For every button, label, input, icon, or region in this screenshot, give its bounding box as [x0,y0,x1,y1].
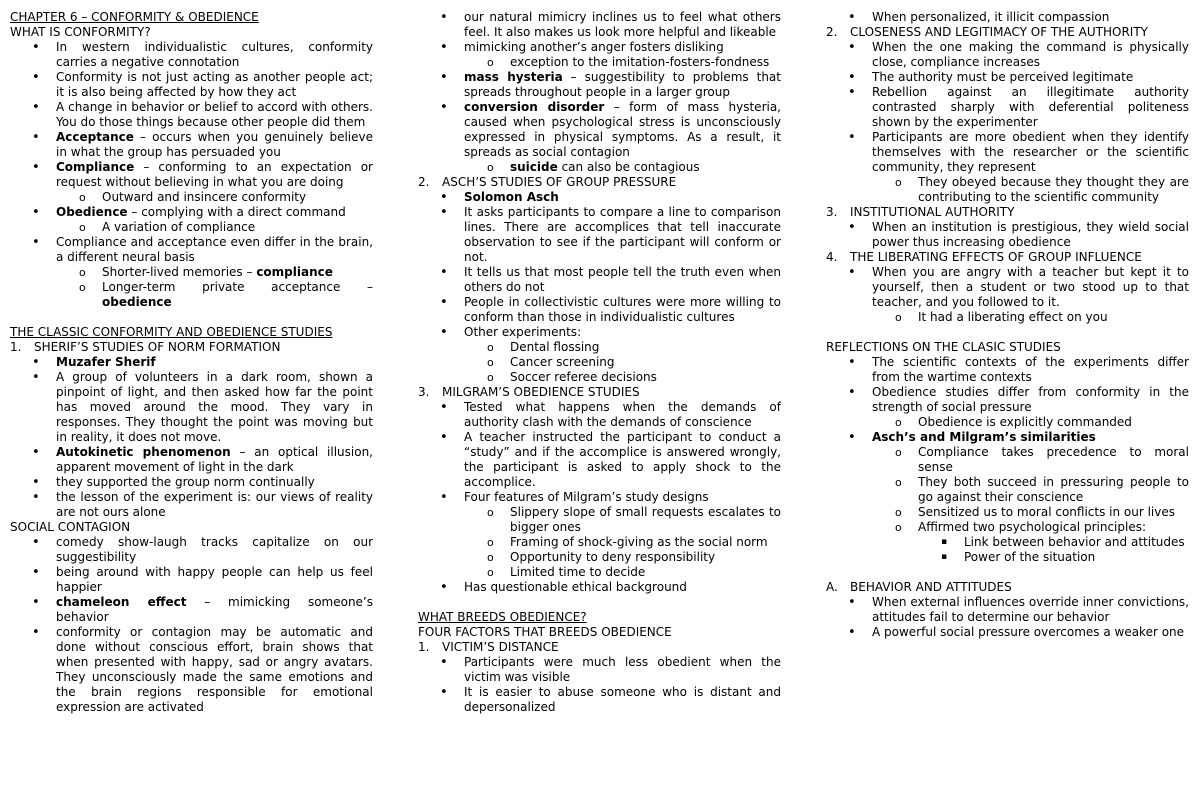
list-item: • conformity or contagion may be automatic and done without conscious effort, brain shows that when presented with happy, sad or angry avatars. They unconsciously made the same emotions and the brain regions responsible for emotional expression are activated [32,625,373,714]
sub-list-item: o suicide can also be contagious [487,160,700,174]
sub-list-item: o Shorter-lived memories – compliance [79,265,333,279]
numbered-heading: 1. SHERIF’S STUDIES OF NORM FORMATION [10,340,281,354]
sub-list-item: o Soccer referee decisions [487,370,657,384]
list-item: • our natural mimicry inclines us to feel what others feel. It also makes us look more helpful and likeable [440,10,781,39]
list-item: • Rebellion against an illegitimate authority contrasted sharply with deferential politeness shown by the experimenter [848,85,1189,129]
list-item: • Participants are more obedient when they identify themselves with the researcher or the scientific community, they represent [848,130,1189,174]
sub-list-item: o Slippery slope of small requests escalates to bigger ones [487,505,781,534]
sub-list-item: o Dental flossing [487,340,600,354]
list-item: • In western individualistic cultures, conformity carries a negative connotation [32,40,373,69]
list-item: • It tells us that most people tell the truth even when others do not [440,265,781,294]
list-item: • Other experiments: [440,325,582,340]
numbered-heading: 1. VICTIM’S DISTANCE [418,640,559,654]
list-item: • A change in behavior or belief to accord with others. You do those things because other people did them [32,100,373,129]
sub-list-item: o exception to the imitation-fosters-fondness [487,55,770,69]
column-1 [10,10,373,715]
list-item: • Obedience studies differ from conformity in the strength of social pressure [848,385,1189,414]
list-item: • A group of volunteers in a dark room, shown a pinpoint of light, and then asked how far the point has moved around the mood. They vary in responses. They thought the point was moving but in reality, it does not move. [32,370,373,444]
sub-list-item: o Outward and insincere conformity [79,190,307,204]
list-item: • The authority must be perceived legitimate [848,70,1134,85]
list-item: • Acceptance – occurs when you genuinely believe in what the group has persuaded you [32,130,373,159]
sub-list-item: o Framing of shock-giving as the social norm [487,535,768,549]
list-item: • mimicking another’s anger fosters disliking [440,40,724,55]
section-heading: WHAT IS CONFORMITY? [10,25,151,39]
list-item: • Asch’s and Milgram’s similarities [848,430,1096,445]
list-item: • Autokinetic phenomenon – an optical illusion, apparent movement of light in the dark [32,445,373,474]
section-heading: FOUR FACTORS THAT BREEDS OBEDIENCE [418,625,672,639]
sub-sub-list-item: ▪ Link between behavior and attitudes [941,535,1185,549]
list-item: • When personalized, it illicit compassion [848,10,1110,25]
sub-list-item: o Compliance takes precedence to moral sense [895,445,1189,474]
list-item: • Muzafer Sherif [32,355,156,370]
numbered-heading: 3. MILGRAM’S OBEDIENCE STUDIES [418,385,640,399]
section-heading: SOCIAL CONTAGION [10,520,131,534]
sub-list-item: o Obedience is explicitly commanded [895,415,1132,429]
numbered-heading: 4. THE LIBERATING EFFECTS OF GROUP INFLUENCE [826,250,1142,264]
list-item: • conversion disorder – form of mass hysteria, caused when psychological stress is unconsciously expressed in physical symptoms. As a result, it spreads as social contagion [440,100,782,159]
list-item: • mass hysteria – suggestibility to problems that spreads throughout people in a larger group [440,70,781,99]
list-item: • Tested what happens when the demands of authority clash with the demands of conscience [440,400,781,429]
sub-list-item: o Affirmed two psychological principles: [895,520,1147,534]
sub-list-item: o They both succeed in pressuring people to go against their conscience [895,475,1189,504]
list-item: • being around with happy people can help us feel happier [32,565,373,594]
sub-list-item: o Sensitized us to moral conflicts in our lives [895,505,1176,519]
list-item: • Compliance – conforming to an expectation or request without believing in what you are doing [32,160,373,189]
list-item: • The scientific contexts of the experiments differ from the wartime contexts [848,355,1189,384]
sub-list-item: o They obeyed because they thought they are contributing to the scientific community [895,175,1189,204]
list-item: • the lesson of the experiment is: our views of reality are not ours alone [32,490,373,519]
column-3 [826,10,1189,640]
section-heading: REFLECTIONS ON THE CLASIC STUDIES [826,340,1061,354]
numbered-heading: 3. INSTITUTIONAL AUTHORITY [826,205,1015,219]
sub-list-item: o Cancer screening [487,355,615,369]
chapter-title: CHAPTER 6 – CONFORMITY & OBEDIENCE [10,10,259,24]
list-item: • It asks participants to compare a line to comparison lines. There are accomplices that tell inaccurate observation to see if the participant will conform or not. [440,205,781,264]
list-item: • When you are angry with a teacher but kept it to yourself, then a student or two stood up to that teacher, and you followed to it. [848,265,1189,309]
list-item: • Compliance and acceptance even differ in the brain, a different neural basis [32,235,373,264]
sub-list-item: o It had a liberating effect on you [895,310,1108,324]
numbered-heading: 2. CLOSENESS AND LEGITIMACY OF THE AUTHORITY [826,25,1149,39]
numbered-heading: 2. ASCH’S STUDIES OF GROUP PRESSURE [418,175,677,189]
list-item: • It is easier to abuse someone who is distant and depersonalized [440,685,781,714]
list-item: • Participants were much less obedient when the victim was visible [440,655,781,684]
section-heading: WHAT BREEDS OBEDIENCE? [418,610,587,624]
list-item: • Conformity is not just acting as another people act; it is also being affected by how they act [32,70,373,99]
sub-list-item: o Limited time to decide [487,565,646,579]
section-heading: THE CLASSIC CONFORMITY AND OBEDIENCE STUDIES [10,325,333,339]
sub-list-item: o Opportunity to deny responsibility [487,550,716,564]
sub-list-item: o A variation of compliance [79,220,256,234]
list-item: • A powerful social pressure overcomes a weaker one [848,625,1185,640]
list-item: • Solomon Asch [440,190,559,205]
list-item: • When external influences override inner convictions, attitudes fail to determine our behavior [848,595,1189,624]
list-item: • they supported the group norm continually [32,475,315,490]
list-item: • When an institution is prestigious, they wield social power thus increasing obedience [848,220,1189,249]
column-2 [418,10,781,715]
sub-sub-list-item: ▪ Power of the situation [941,550,1096,564]
list-item: • People in collectivistic cultures were more willing to conform than those in individualistic cultures [440,295,781,324]
list-item: • chameleon effect – mimicking someone’s behavior [32,595,373,624]
list-item: • comedy show-laugh tracks capitalize on our suggestibility [32,535,373,564]
list-item: • Obedience – complying with a direct command [32,205,346,220]
list-item: • Four features of Milgram’s study designs [440,490,709,505]
list-item: • Has questionable ethical background [440,580,687,595]
numbered-heading: A. BEHAVIOR AND ATTITUDES [826,580,1012,594]
list-item: • A teacher instructed the participant to conduct a “study” and if the accomplice is answered wrongly, the participant is asked to apply shock to the accomplice. [440,430,781,489]
list-item: • When the one making the command is physically close, compliance increases [848,40,1189,69]
sub-list-item: o Longer-term private acceptance – obedience [79,280,373,309]
